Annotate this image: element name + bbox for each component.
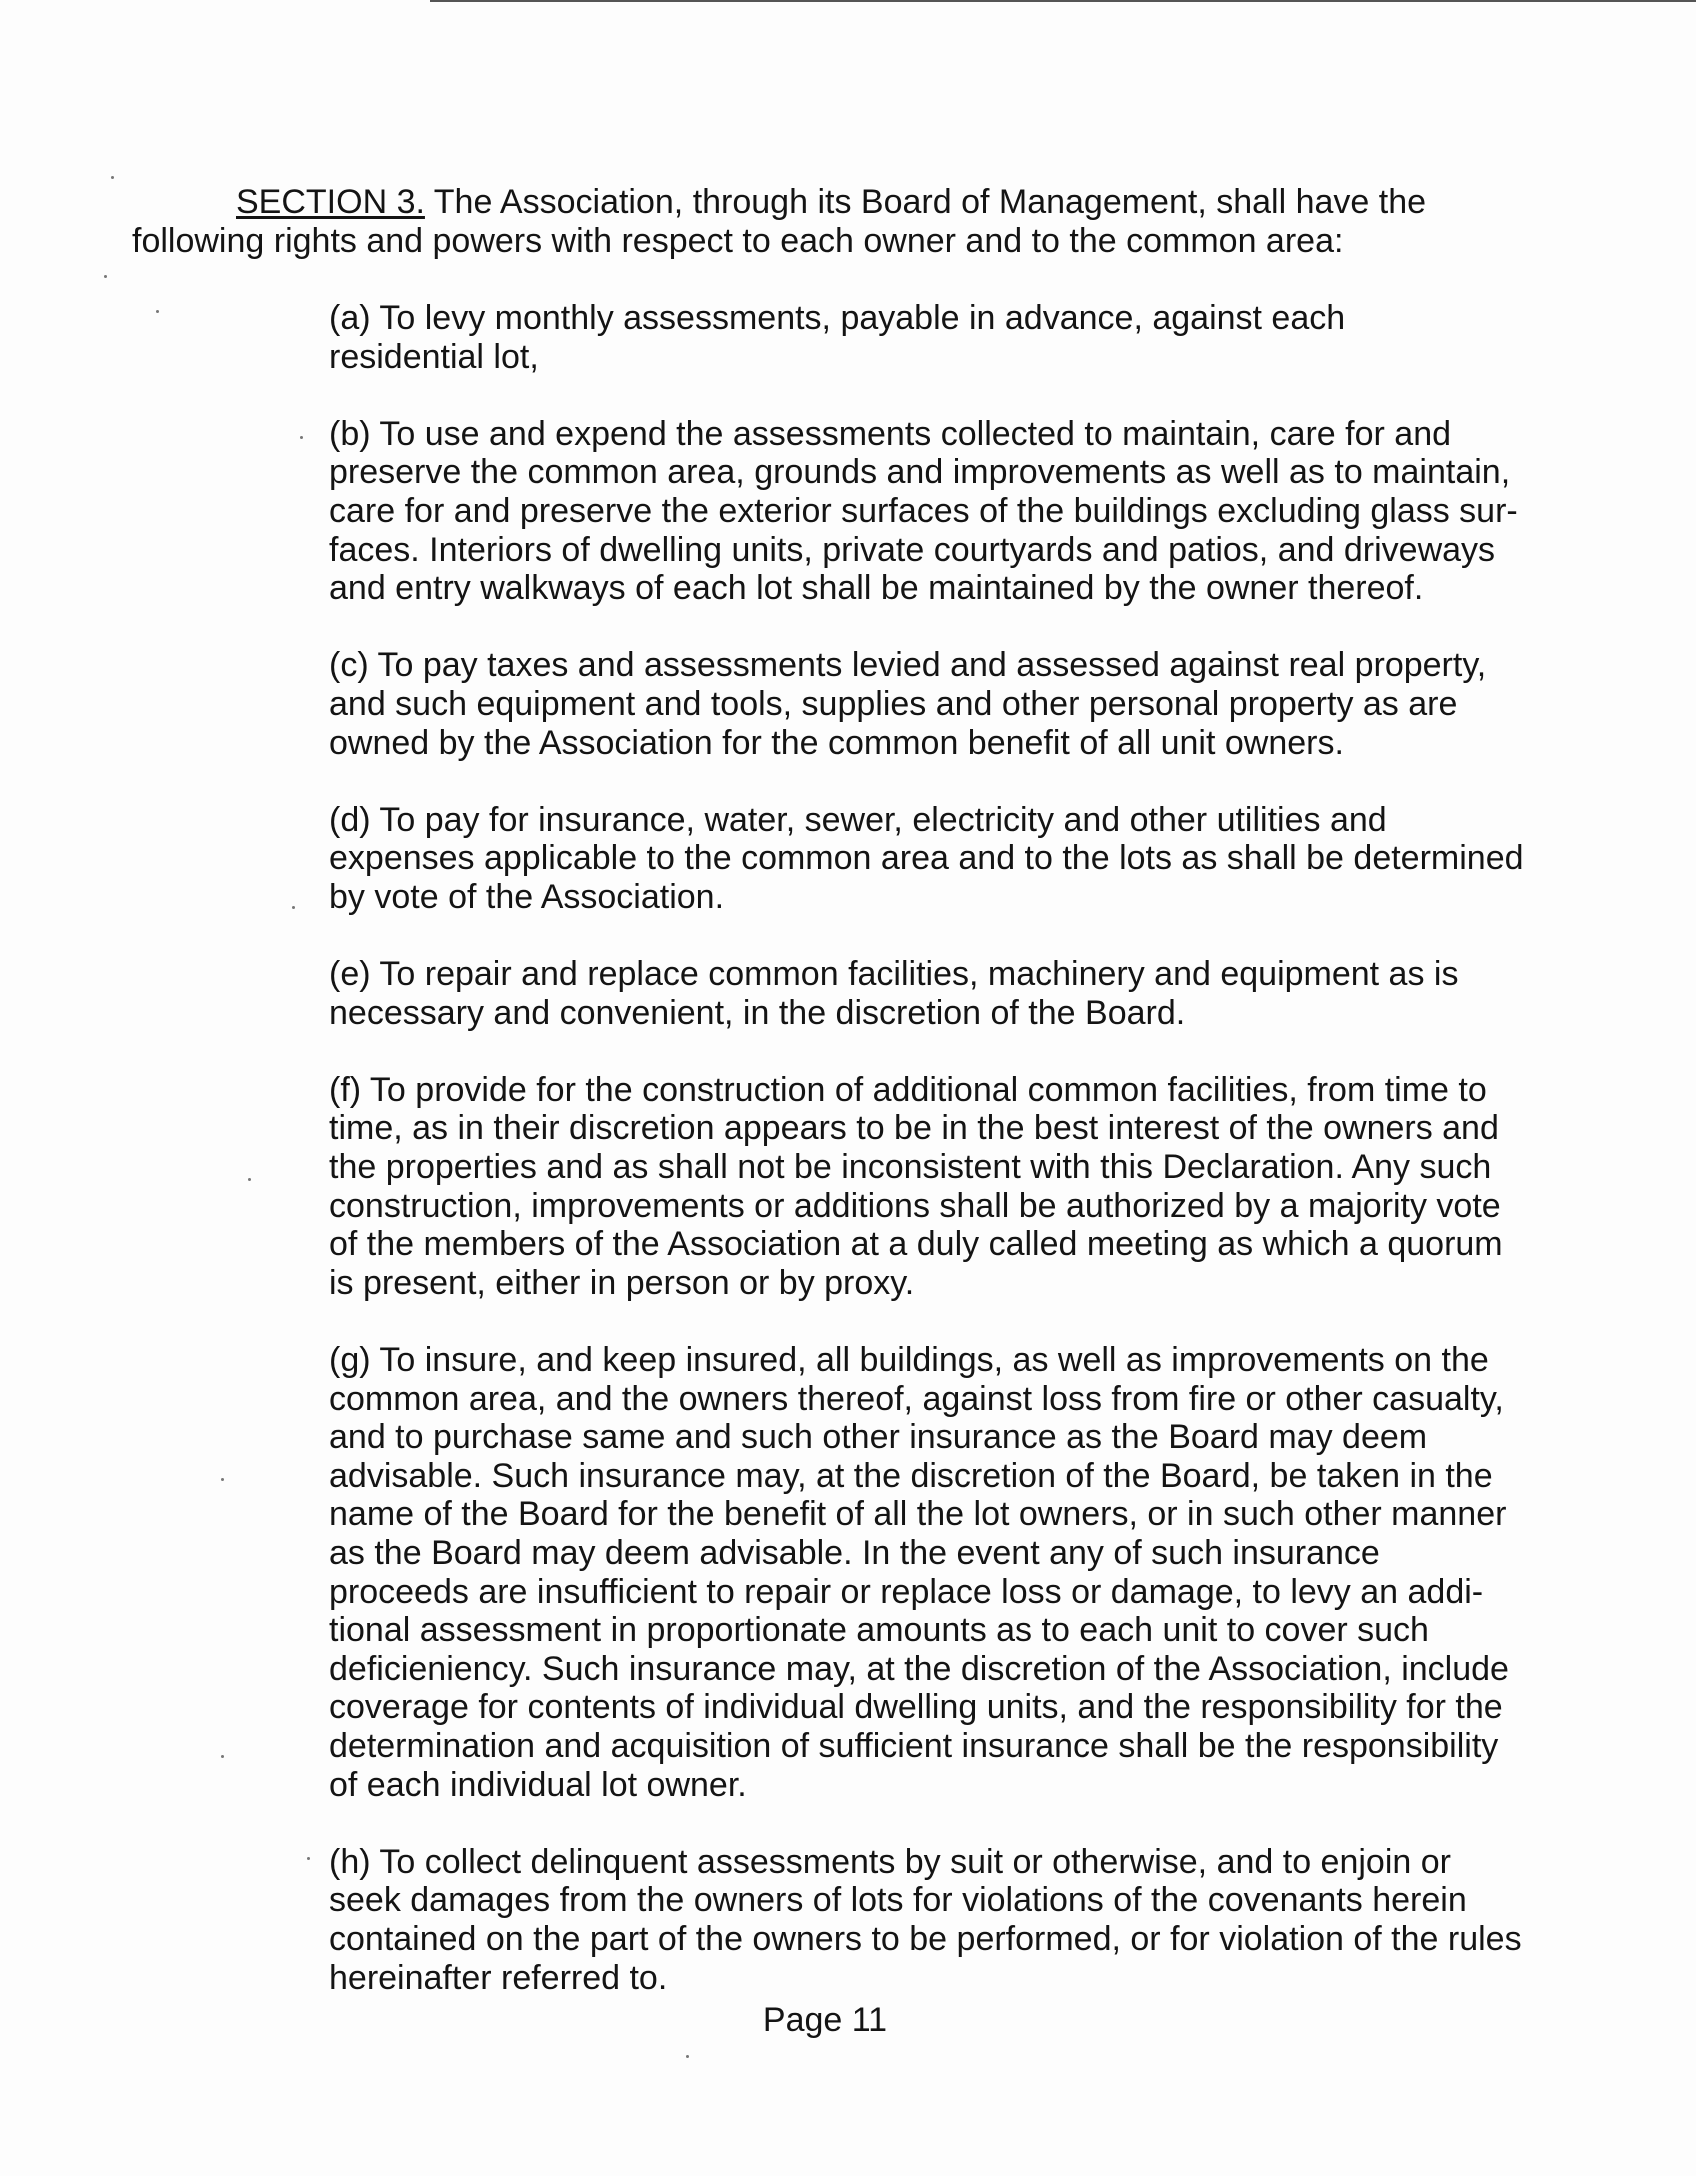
clause-g: (g) To insure, and keep insured, all buildings, as well as improvements on the common area, and the owners thereof, against loss from fire or other casualty, and to purchase same and such other insurance as the Board may deem advisable. Such insurance may, at the discretion of the Board, be taken in the name of the Board for the benefit of all the lot owners, or in such other manner as the Board may deem advisable. In the event any of such insurance proceeds are insufficient to repair or replace loss or damage, to levy an addi- tional assessment in proportionate amounts as to each unit to cover such deficieniency. Such insurance may, at the discretion of the Association, include coverage for contents of individual dwelling units, and the responsibility for the determination and acquisition of sufficient insurance shall be the responsibility of each individual lot owner.: [329, 1341, 1509, 1804]
clause-b: (b) To use and expend the assessments collected to maintain, care for and preserve the common area, grounds and improvements as well as to maintain, care for and preserve the exterior surfaces of the buildings excluding glass sur- faces. Interiors of dwelling units, private courtyards and patios, and driveways and entry walkways of each lot shall be maintained by the owner thereof.: [329, 414, 1518, 608]
section-intro-paragraph: [132, 183, 1532, 260]
clause-a: (a) To levy monthly assessments, payable in advance, against each residential lot,: [329, 299, 1346, 376]
scan-speck: [156, 310, 159, 313]
clause-h: (h) To collect delinquent assessments by suit or otherwise, and to enjoin or seek damages from the owners of lots for violations of the covenants herein contained on the part of the owners to be performed, or for violation of the rules hereinafter referred to.: [329, 1842, 1522, 1997]
scan-speck: [292, 906, 295, 909]
section-heading: SECTION 3.: [236, 183, 425, 221]
scan-speck: [248, 1178, 251, 1181]
clause-list: [329, 299, 1574, 2036]
section-intro-text: The Association, through its Board of Management, shall have the following rights and powers with respect to each owner and to the common area:: [132, 183, 1427, 260]
scan-speck: [111, 176, 114, 179]
clause-d: (d) To pay for insurance, water, sewer, electricity and other utilities and expenses applicable to the common area and to the lots as shall be determined by vote of the Association.: [329, 800, 1524, 916]
scan-speck: [104, 275, 107, 278]
scan-speck: [686, 2055, 689, 2058]
clause-c: (c) To pay taxes and assessments levied and assessed against real property, and such equipment and tools, supplies and other personal property as are owned by the Association for the common benefit of all unit owners.: [329, 646, 1487, 762]
clause-e: (e) To repair and replace common facilities, machinery and equipment as is necessary and convenient, in the discretion of the Board.: [329, 955, 1459, 1032]
scan-speck: [221, 1478, 224, 1481]
clause-f: (f) To provide for the construction of additional common facilities, from time to time, as in their discretion appears to be in the best interest of the owners and the properties and as shall not be inconsistent with this Declaration. Any such construction, improvements or additions shall be authorized by a majority vote of the members of the Association at a duly called meeting as which a quorum is present, either in person or by proxy.: [329, 1070, 1503, 1302]
page-number: Page 11: [762, 2001, 888, 2039]
scan-speck: [300, 436, 303, 439]
scan-speck: [221, 1755, 224, 1758]
scan-speck: [307, 1857, 310, 1860]
top-edge-rule: [430, 0, 1696, 2]
